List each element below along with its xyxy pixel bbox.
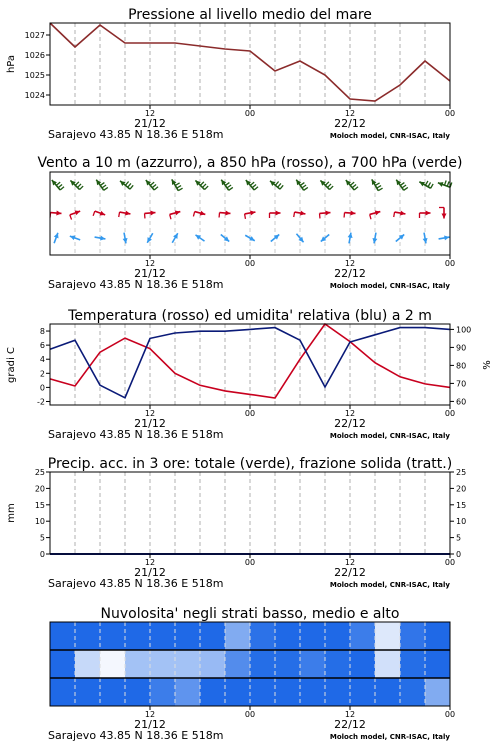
y-tick-label: 10 xyxy=(34,517,45,527)
wind-barb xyxy=(193,211,205,217)
panel-3-time-axis xyxy=(48,405,455,441)
wind-barb xyxy=(346,180,358,190)
pressure-y-label: hPa xyxy=(6,54,17,74)
model-credit: Moloch model, CNR-ISAC, Italy xyxy=(329,132,450,140)
barb-feather xyxy=(294,212,295,217)
wind-barb xyxy=(348,233,353,244)
barb-head xyxy=(325,210,330,215)
barb-feather xyxy=(352,184,356,187)
wind-barb xyxy=(396,234,404,241)
barb-feather xyxy=(70,215,72,220)
barb-head xyxy=(350,211,355,216)
heatmap-cell xyxy=(425,622,450,650)
model-credit: Moloch model, CNR-ISAC, Italy xyxy=(329,432,450,440)
wind-level-3 xyxy=(54,233,450,244)
wind-barb xyxy=(172,179,183,190)
wind-barb xyxy=(372,233,377,244)
heatmap-cell xyxy=(400,678,425,706)
model-credit: Moloch model, CNR-ISAC, Italy xyxy=(329,282,450,290)
barb-feather xyxy=(80,186,84,190)
heatmap-cell xyxy=(75,622,100,650)
heatmap-cell xyxy=(50,678,75,706)
panel-5-title: Nuvolosita' negli strati basso, medio e alto xyxy=(100,606,400,622)
heatmap-cell xyxy=(250,650,275,678)
heatmap-cell xyxy=(225,650,250,678)
heatmap-cell xyxy=(275,650,300,678)
wind-barb xyxy=(52,180,64,190)
time-tick-label: 00 xyxy=(444,259,456,268)
time-tick-label: 12 xyxy=(344,409,356,418)
pressure-y-axis xyxy=(25,31,50,100)
y-tick-label: 20 xyxy=(34,484,45,494)
barb-feather xyxy=(150,182,154,185)
barb-feather xyxy=(128,183,131,187)
y-tick-label: 80 xyxy=(456,361,467,371)
barb-head xyxy=(426,211,431,216)
barb-feather xyxy=(250,182,254,185)
barb-feather xyxy=(402,185,406,188)
barb-head xyxy=(276,211,281,216)
wind-barb xyxy=(270,181,283,189)
location-label: Sarajevo 43.85 N 18.36 E 518m xyxy=(48,278,224,291)
date-label: 21/12 xyxy=(134,566,166,579)
wind-barb xyxy=(423,233,428,244)
panel-2-time-axis xyxy=(48,255,455,291)
barb-feather xyxy=(130,185,133,189)
barb-feather xyxy=(227,185,231,188)
heatmap-cell xyxy=(300,678,325,706)
panel-1-grid xyxy=(75,23,425,105)
barb-feather xyxy=(350,182,354,185)
cloud-heatmap xyxy=(50,622,450,706)
heatmap-cell xyxy=(375,622,400,650)
barb-feather xyxy=(100,183,104,186)
y-tick-label: -2 xyxy=(37,397,45,407)
barb-feather xyxy=(177,186,181,189)
heatmap-cell xyxy=(150,650,175,678)
barb-feather xyxy=(404,187,408,190)
heatmap-cell xyxy=(425,678,450,706)
heatmap-cell xyxy=(225,678,250,706)
heatmap-cell xyxy=(375,650,400,678)
barb-feather xyxy=(200,182,204,186)
heatmap-cell xyxy=(350,678,375,706)
barb-feather xyxy=(425,181,428,185)
humidity-y-axis xyxy=(450,325,471,406)
panel-4-time-axis xyxy=(48,554,455,590)
barb-feather xyxy=(245,214,246,219)
y-tick-label: 20 xyxy=(456,484,467,494)
date-label: 22/12 xyxy=(334,718,366,731)
barb-feather xyxy=(202,184,206,188)
date-label: 22/12 xyxy=(334,267,366,280)
model-credit: Moloch model, CNR-ISAC, Italy xyxy=(329,581,450,589)
barb-feather xyxy=(175,183,179,186)
barb-head xyxy=(150,210,155,215)
panel-5-time-axis xyxy=(48,706,455,742)
heatmap-cell xyxy=(350,650,375,678)
barb-feather xyxy=(327,184,331,188)
time-tick-label: 12 xyxy=(144,409,156,418)
barb-feather xyxy=(447,181,449,186)
barb-feather xyxy=(93,211,95,216)
heatmap-cell xyxy=(250,678,275,706)
y-tick-label: 15 xyxy=(456,500,467,510)
wind-barb xyxy=(439,208,447,219)
panel-4-grid xyxy=(75,472,425,554)
heatmap-cell xyxy=(325,622,350,650)
barb-feather xyxy=(325,182,329,186)
barb-feather xyxy=(394,212,395,217)
y-tick-label: 0 xyxy=(39,383,45,393)
date-label: 21/12 xyxy=(134,117,166,130)
wind-level-1 xyxy=(52,179,452,190)
wind-barb xyxy=(93,211,105,216)
y-tick-label: 2 xyxy=(39,369,45,379)
barb-feather xyxy=(152,184,156,187)
wind-barb xyxy=(221,180,233,191)
heatmap-cell xyxy=(75,678,100,706)
date-label: 21/12 xyxy=(134,718,166,731)
y-tick-label: 0 xyxy=(39,550,45,559)
humidity-y-label: % xyxy=(482,360,493,370)
barb-head xyxy=(225,211,230,216)
wind-barb xyxy=(419,181,433,188)
time-tick-label: 00 xyxy=(244,710,256,719)
barb-feather xyxy=(375,183,379,186)
wind-barb xyxy=(296,180,308,191)
heatmap-cell xyxy=(325,678,350,706)
heatmap-cell xyxy=(100,678,125,706)
heatmap-cell xyxy=(150,678,175,706)
time-tick-label: 12 xyxy=(144,259,156,268)
y-tick-label: 1026 xyxy=(24,51,45,60)
heatmap-cell xyxy=(350,622,375,650)
y-tick-label: 0 xyxy=(456,550,462,559)
time-tick-label: 00 xyxy=(444,409,456,418)
heatmap-cell xyxy=(75,650,100,678)
barb-feather xyxy=(378,188,382,191)
heatmap-cell xyxy=(325,650,350,678)
y-tick-label: 60 xyxy=(456,397,467,407)
panel-1-time-axis xyxy=(48,105,455,141)
wind-barb xyxy=(195,235,204,241)
location-label: Sarajevo 43.85 N 18.36 E 518m xyxy=(48,428,224,441)
date-label: 21/12 xyxy=(134,267,166,280)
precip-y-label: mm xyxy=(6,503,17,523)
wind-barb xyxy=(439,235,450,240)
barb-feather xyxy=(254,187,258,190)
y-tick-label: 15 xyxy=(34,500,45,510)
barb-feather xyxy=(302,185,306,188)
barb-feather xyxy=(304,187,308,190)
heatmap-cell xyxy=(400,622,425,650)
y-tick-label: 4 xyxy=(39,355,45,365)
location-label: Sarajevo 43.85 N 18.36 E 518m xyxy=(48,729,224,742)
time-tick-label: 12 xyxy=(344,259,356,268)
barb-feather xyxy=(154,187,158,190)
temperature-y-axis xyxy=(37,327,50,406)
heatmap-cell xyxy=(150,622,175,650)
barb-feather xyxy=(119,212,120,217)
wind-barb xyxy=(172,233,178,243)
barb-feather xyxy=(75,182,79,186)
barb-feather xyxy=(58,184,62,187)
barb-feather xyxy=(77,184,81,188)
heatmap-cell xyxy=(175,622,200,650)
wind-barb xyxy=(123,233,128,244)
barb-head xyxy=(442,214,447,219)
heatmap-cell xyxy=(225,622,250,650)
date-label: 22/12 xyxy=(334,417,366,430)
barb-feather xyxy=(178,188,182,191)
barb-feather xyxy=(170,214,171,219)
y-tick-label: 6 xyxy=(39,341,45,351)
heatmap-cell xyxy=(250,622,275,650)
barb-feather xyxy=(125,181,128,185)
barb-feather xyxy=(444,180,446,185)
barb-feather xyxy=(300,183,304,186)
wind-barb xyxy=(147,233,153,243)
y-tick-label: 70 xyxy=(456,379,467,389)
barb-feather xyxy=(225,183,229,186)
barb-feather xyxy=(229,187,233,190)
time-tick-label: 12 xyxy=(344,558,356,567)
heatmap-cell xyxy=(175,650,200,678)
date-label: 21/12 xyxy=(134,417,166,430)
heatmap-cell xyxy=(125,678,150,706)
heatmap-cell xyxy=(400,650,425,678)
time-tick-label: 00 xyxy=(444,109,456,118)
barb-feather xyxy=(431,184,434,188)
time-tick-label: 12 xyxy=(144,558,156,567)
barb-feather xyxy=(377,186,381,189)
time-tick-label: 00 xyxy=(444,710,456,719)
y-tick-label: 1024 xyxy=(24,91,45,100)
time-tick-label: 00 xyxy=(244,409,256,418)
time-tick-label: 00 xyxy=(244,259,256,268)
time-tick-label: 00 xyxy=(444,558,456,567)
date-label: 22/12 xyxy=(334,117,366,130)
wind-barb xyxy=(195,180,208,189)
panel-3-frame xyxy=(50,324,450,405)
wind-barb xyxy=(50,211,61,218)
barb-feather xyxy=(205,186,209,190)
wind-barb xyxy=(54,233,59,243)
y-tick-label: 8 xyxy=(39,327,45,337)
wind-level-2 xyxy=(50,208,446,220)
heatmap-cell xyxy=(175,678,200,706)
barb-feather xyxy=(193,212,194,217)
panel-4-title: Precip. acc. in 3 ore: totale (verde), frazione solida (tratt.) xyxy=(47,456,453,472)
barb-feather xyxy=(252,184,256,187)
date-label: 22/12 xyxy=(334,566,366,579)
barb-feather xyxy=(370,214,371,219)
heatmap-cell xyxy=(125,622,150,650)
barb-head xyxy=(56,211,61,216)
wind-barb xyxy=(372,179,383,190)
location-label: Sarajevo 43.85 N 18.36 E 518m xyxy=(48,577,224,590)
time-tick-label: 00 xyxy=(244,558,256,567)
barb-feather xyxy=(280,185,283,189)
time-tick-label: 12 xyxy=(344,710,356,719)
heatmap-cell xyxy=(125,650,150,678)
wind-barb xyxy=(96,180,108,191)
barb-feather xyxy=(275,181,278,185)
y-tick-label: 25 xyxy=(456,468,467,477)
heatmap-cell xyxy=(200,650,225,678)
heatmap-cell xyxy=(300,622,325,650)
time-tick-label: 00 xyxy=(244,109,256,118)
heatmap-cell xyxy=(100,622,125,650)
barb-feather xyxy=(278,183,281,187)
y-tick-label: 1027 xyxy=(24,31,45,40)
heatmap-cell xyxy=(50,650,75,678)
heatmap-cell xyxy=(200,622,225,650)
barb-feather xyxy=(400,183,404,186)
panel-1-title: Pressione al livello medio del mare xyxy=(128,7,372,23)
location-label: Sarajevo 43.85 N 18.36 E 518m xyxy=(48,128,224,141)
barb-feather xyxy=(56,182,60,185)
wind-barb xyxy=(246,180,258,190)
y-tick-label: 5 xyxy=(456,533,462,543)
y-tick-label: 25 xyxy=(34,468,45,477)
panel-2-title: Vento a 10 m (azzurro), a 850 hPa (rosso), a 700 hPa (verde) xyxy=(37,155,463,171)
barb-feather xyxy=(428,182,431,186)
panel-4-frame xyxy=(50,472,450,554)
model-credit: Moloch model, CNR-ISAC, Italy xyxy=(329,733,450,741)
y-tick-label: 90 xyxy=(456,343,467,353)
temperature-y-label: gradi C xyxy=(6,347,17,383)
panel-1-frame xyxy=(50,23,450,105)
wind-barb xyxy=(320,180,333,189)
y-tick-label: 10 xyxy=(456,517,467,527)
wind-barb xyxy=(396,180,408,191)
wind-barb xyxy=(146,180,158,190)
heatmap-cell xyxy=(375,678,400,706)
heatmap-cell xyxy=(200,678,225,706)
barb-feather xyxy=(104,187,108,190)
y-tick-label: 1025 xyxy=(24,71,45,80)
wind-barb xyxy=(70,235,80,240)
time-tick-label: 12 xyxy=(344,109,356,118)
barb-feather xyxy=(60,187,64,190)
barb-feather xyxy=(102,185,106,188)
heatmap-cell xyxy=(425,650,450,678)
heatmap-cell xyxy=(300,650,325,678)
time-tick-label: 12 xyxy=(144,710,156,719)
wind-barb xyxy=(120,181,133,189)
heatmap-cell xyxy=(275,678,300,706)
wind-barb xyxy=(70,180,83,189)
wind-barb xyxy=(271,234,279,241)
heatmap-cell xyxy=(275,622,300,650)
panel-3-title: Temperatura (rosso) ed umidita' relativa (blu) a 2 m xyxy=(68,308,432,324)
barb-feather xyxy=(354,187,358,190)
precip-y-axis-left xyxy=(35,468,50,559)
heatmap-cell xyxy=(100,650,125,678)
y-tick-label: 5 xyxy=(39,533,45,543)
time-tick-label: 12 xyxy=(144,109,156,118)
barb-feather xyxy=(330,186,334,190)
precip-y-axis-right xyxy=(450,468,466,559)
y-tick-label: 100 xyxy=(456,325,472,335)
heatmap-cell xyxy=(50,622,75,650)
